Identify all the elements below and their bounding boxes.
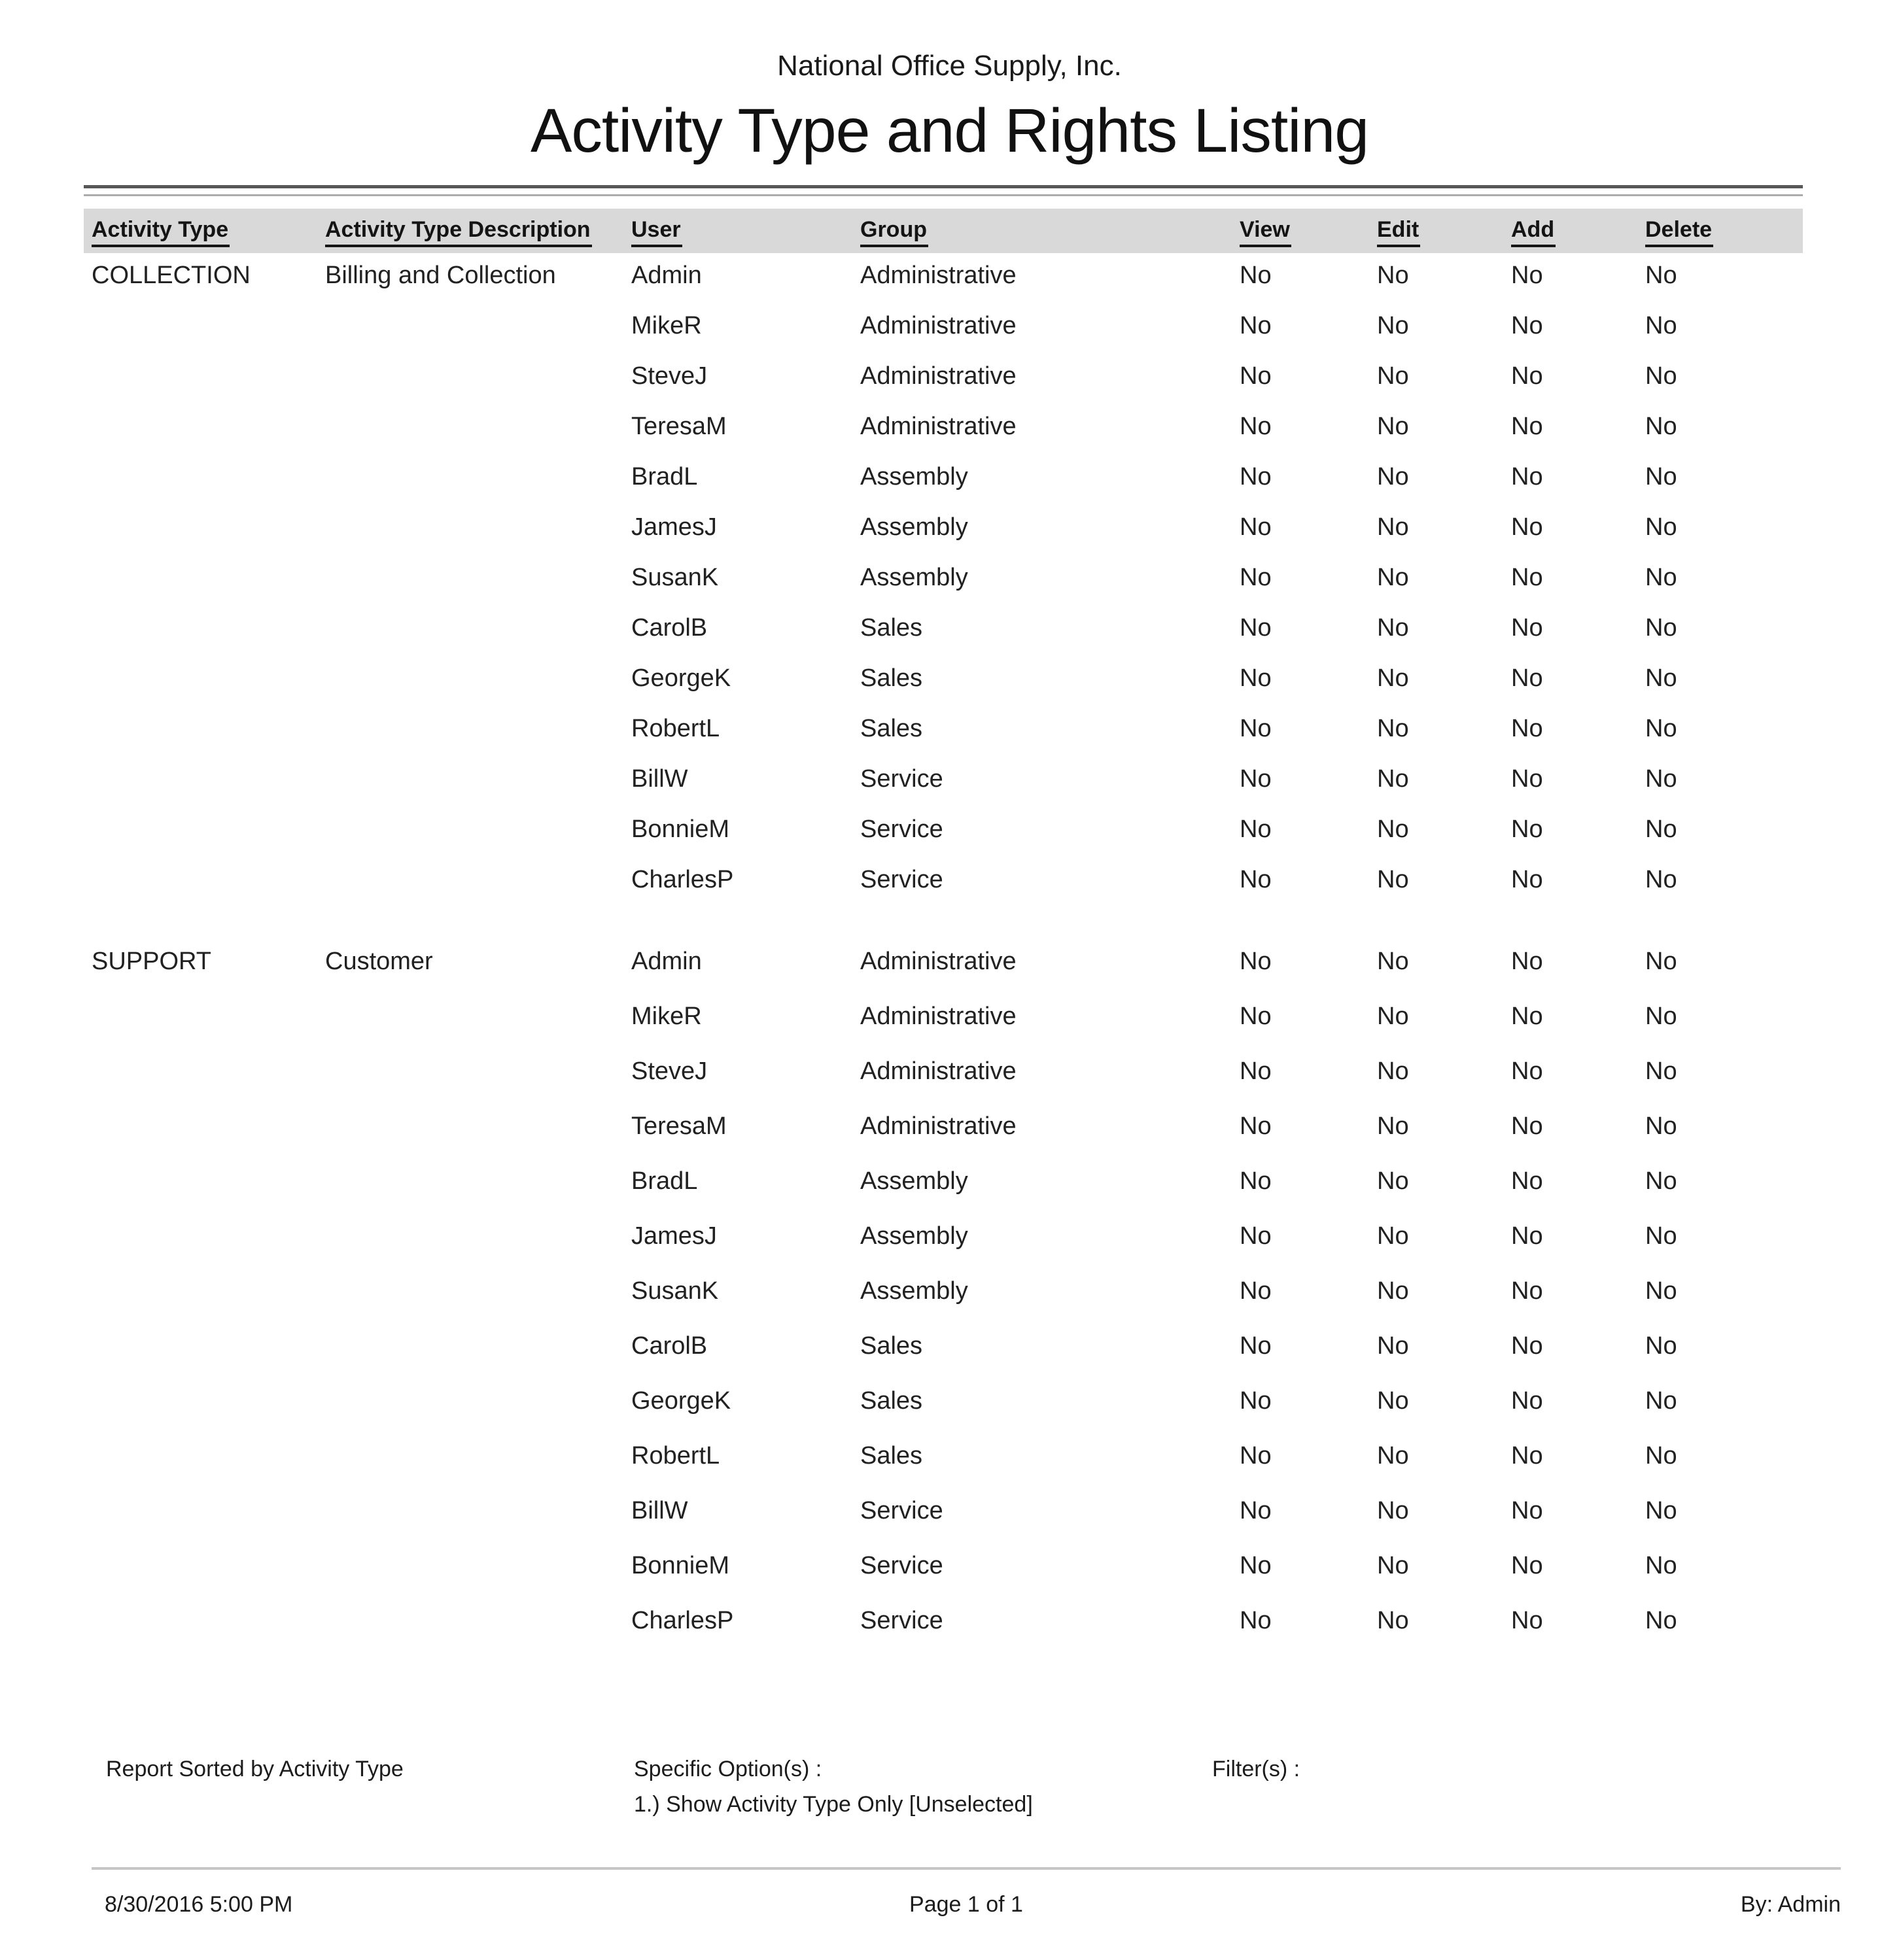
cell-activity-type	[92, 513, 325, 556]
cell-edit: No	[1377, 1552, 1409, 1579]
cell-group: Service	[860, 1552, 943, 1579]
cell-activity-type	[92, 362, 325, 405]
table-row	[92, 1160, 1803, 1214]
cell-add: No	[1511, 413, 1543, 440]
cell-description	[325, 312, 631, 354]
cell-description	[325, 1222, 631, 1269]
cell-delete: No	[1645, 816, 1677, 843]
cell-delete: No	[1645, 262, 1677, 289]
cell-description	[325, 564, 631, 606]
cell-edit: No	[1377, 463, 1409, 490]
cell-user: CarolB	[631, 614, 708, 642]
footer-separator-rule	[92, 1867, 1841, 1870]
cell-delete: No	[1645, 362, 1677, 390]
cell-edit: No	[1377, 1222, 1409, 1250]
cell-group: Administrative	[860, 413, 1017, 440]
table-row	[92, 757, 1803, 808]
cell-description	[325, 413, 631, 455]
cell-group: Administrative	[860, 312, 1017, 339]
cell-delete: No	[1645, 1497, 1677, 1524]
cell-view: No	[1240, 866, 1272, 893]
cell-group: Assembly	[860, 1167, 968, 1195]
cell-user: BillW	[631, 1497, 688, 1524]
cell-activity-type	[92, 1332, 325, 1379]
cell-add: No	[1511, 463, 1543, 490]
cell-group: Sales	[860, 664, 923, 692]
cell-add: No	[1511, 948, 1543, 975]
cell-user: TeresaM	[631, 413, 727, 440]
cell-delete: No	[1645, 1167, 1677, 1195]
cell-edit: No	[1377, 413, 1409, 440]
cell-group: Sales	[860, 1387, 923, 1415]
cell-add: No	[1511, 1167, 1543, 1195]
cell-description	[325, 1332, 631, 1379]
cell-description	[325, 816, 631, 858]
cell-edit: No	[1377, 816, 1409, 843]
cell-user: Admin	[631, 948, 702, 975]
cell-edit: No	[1377, 1003, 1409, 1030]
cell-group: Assembly	[860, 1222, 968, 1250]
cell-edit: No	[1377, 362, 1409, 390]
table-row	[92, 354, 1803, 405]
cell-description	[325, 1387, 631, 1434]
column-header-group: Group	[860, 217, 928, 247]
cell-view: No	[1240, 513, 1272, 541]
cell-add: No	[1511, 362, 1543, 390]
cell-view: No	[1240, 816, 1272, 843]
cell-activity-type	[92, 866, 325, 908]
cell-view: No	[1240, 664, 1272, 692]
cell-view: No	[1240, 1277, 1272, 1305]
cell-view: No	[1240, 1167, 1272, 1195]
table-row	[92, 1269, 1803, 1324]
cell-group: Administrative	[860, 948, 1017, 975]
cell-edit: No	[1377, 1387, 1409, 1415]
cell-activity-type	[92, 312, 325, 354]
cell-user: JamesJ	[631, 1222, 717, 1250]
cell-delete: No	[1645, 1387, 1677, 1415]
cell-view: No	[1240, 1003, 1272, 1030]
cell-user: MikeR	[631, 1003, 702, 1030]
table-row	[92, 455, 1803, 506]
cell-edit: No	[1377, 1112, 1409, 1140]
cell-add: No	[1511, 1387, 1543, 1415]
cell-group: Sales	[860, 1442, 923, 1470]
cell-add: No	[1511, 564, 1543, 591]
cell-add: No	[1511, 1222, 1543, 1250]
cell-view: No	[1240, 362, 1272, 390]
cell-delete: No	[1645, 513, 1677, 541]
cell-edit: No	[1377, 765, 1409, 793]
cell-description	[325, 664, 631, 707]
cell-group: Assembly	[860, 564, 968, 591]
table-body	[84, 254, 1803, 1654]
cell-description	[325, 866, 631, 908]
cell-delete: No	[1645, 1442, 1677, 1470]
cell-add: No	[1511, 1607, 1543, 1634]
cell-add: No	[1511, 1442, 1543, 1470]
filters-label: Filter(s) :	[1212, 1757, 1300, 1781]
cell-activity-type	[92, 1277, 325, 1324]
column-header-view: View	[1240, 217, 1291, 247]
specific-options-label: Specific Option(s) :	[634, 1757, 822, 1781]
cell-user: CarolB	[631, 1332, 708, 1360]
cell-activity-type	[92, 1387, 325, 1434]
cell-group: Assembly	[860, 1277, 968, 1305]
table-row	[92, 1324, 1803, 1379]
cell-edit: No	[1377, 1497, 1409, 1524]
cell-activity-type	[92, 413, 325, 455]
report-sorted-label: Report Sorted by Activity Type	[106, 1757, 404, 1781]
cell-description	[325, 1277, 631, 1324]
cell-description	[325, 1552, 631, 1599]
table-header-row	[84, 209, 1803, 253]
cell-user: MikeR	[631, 312, 702, 339]
table-row	[92, 1105, 1803, 1160]
cell-user: BillW	[631, 765, 688, 793]
table-row	[92, 808, 1803, 858]
column-header-activity-type: Activity Type	[92, 217, 230, 247]
cell-user: GeorgeK	[631, 1387, 731, 1415]
cell-group: Service	[860, 866, 943, 893]
cell-edit: No	[1377, 312, 1409, 339]
cell-user: GeorgeK	[631, 664, 731, 692]
cell-edit: No	[1377, 1057, 1409, 1085]
cell-delete: No	[1645, 564, 1677, 591]
cell-view: No	[1240, 715, 1272, 742]
cell-view: No	[1240, 1552, 1272, 1579]
column-header-add: Add	[1511, 217, 1556, 247]
report-datetime: 8/30/2016 5:00 PM	[105, 1892, 293, 1917]
cell-view: No	[1240, 564, 1272, 591]
cell-add: No	[1511, 614, 1543, 642]
cell-activity-type	[92, 1112, 325, 1160]
cell-view: No	[1240, 1057, 1272, 1085]
cell-add: No	[1511, 1112, 1543, 1140]
cell-edit: No	[1377, 1332, 1409, 1360]
cell-edit: No	[1377, 715, 1409, 742]
cell-group: Service	[860, 1607, 943, 1634]
cell-description	[325, 1057, 631, 1105]
cell-activity-type	[92, 614, 325, 657]
cell-group: Sales	[860, 614, 923, 642]
cell-view: No	[1240, 312, 1272, 339]
page-number: Page 1 of 1	[909, 1892, 1023, 1917]
cell-activity-type	[92, 1222, 325, 1269]
cell-description	[325, 1167, 631, 1214]
table-row	[92, 1379, 1803, 1434]
cell-user: RobertL	[631, 715, 720, 742]
cell-add: No	[1511, 262, 1543, 289]
cell-view: No	[1240, 1607, 1272, 1634]
cell-edit: No	[1377, 614, 1409, 642]
cell-view: No	[1240, 1442, 1272, 1470]
cell-user: CharlesP	[631, 1607, 734, 1634]
cell-delete: No	[1645, 1057, 1677, 1085]
cell-add: No	[1511, 513, 1543, 541]
table-row	[92, 940, 1803, 995]
table-row	[92, 254, 1803, 304]
cell-add: No	[1511, 816, 1543, 843]
cell-description	[325, 1497, 631, 1544]
table-row	[92, 657, 1803, 707]
cell-view: No	[1240, 765, 1272, 793]
cell-activity-type	[92, 1552, 325, 1599]
cell-user: TeresaM	[631, 1112, 727, 1140]
cell-edit: No	[1377, 948, 1409, 975]
activity-group-support	[84, 940, 1803, 1654]
cell-edit: No	[1377, 564, 1409, 591]
table-row	[92, 1544, 1803, 1599]
table-row	[92, 405, 1803, 455]
table-row	[92, 556, 1803, 606]
cell-description	[325, 1442, 631, 1489]
activity-group-collection	[84, 254, 1803, 908]
cell-edit: No	[1377, 1607, 1409, 1634]
cell-user: JamesJ	[631, 513, 717, 541]
cell-add: No	[1511, 715, 1543, 742]
cell-edit: No	[1377, 1442, 1409, 1470]
cell-group: Administrative	[860, 1003, 1017, 1030]
cell-description	[325, 513, 631, 556]
cell-add: No	[1511, 866, 1543, 893]
cell-delete: No	[1645, 1607, 1677, 1634]
cell-edit: No	[1377, 513, 1409, 541]
cell-activity-type	[92, 765, 325, 808]
cell-view: No	[1240, 1332, 1272, 1360]
generated-by: By: Admin	[1740, 1892, 1841, 1917]
cell-group: Assembly	[860, 513, 968, 541]
cell-delete: No	[1645, 664, 1677, 692]
cell-add: No	[1511, 1277, 1543, 1305]
cell-delete: No	[1645, 312, 1677, 339]
title-separator-dark-rule	[84, 185, 1803, 188]
cell-activity-type	[92, 1607, 325, 1654]
column-header-user: User	[631, 217, 682, 247]
specific-option-item: 1.) Show Activity Type Only [Unselected]	[634, 1792, 1033, 1817]
cell-group: Service	[860, 765, 943, 793]
cell-description	[325, 614, 631, 657]
table-row	[92, 506, 1803, 556]
table-row	[92, 1434, 1803, 1489]
cell-user: Admin	[631, 262, 702, 289]
cell-edit: No	[1377, 866, 1409, 893]
cell-delete: No	[1645, 1112, 1677, 1140]
cell-group: Administrative	[860, 262, 1017, 289]
cell-edit: No	[1377, 1167, 1409, 1195]
cell-view: No	[1240, 1387, 1272, 1415]
cell-activity-type: SUPPORT	[92, 948, 212, 975]
table-row	[92, 1214, 1803, 1269]
cell-description	[325, 1112, 631, 1160]
cell-delete: No	[1645, 948, 1677, 975]
cell-view: No	[1240, 463, 1272, 490]
column-header-delete: Delete	[1645, 217, 1713, 247]
cell-view: No	[1240, 1222, 1272, 1250]
cell-group: Sales	[860, 715, 923, 742]
company-name: National Office Supply, Inc.	[777, 50, 1122, 82]
cell-activity-type	[92, 664, 325, 707]
cell-add: No	[1511, 1003, 1543, 1030]
cell-activity-type	[92, 1003, 325, 1050]
cell-activity-type	[92, 816, 325, 858]
cell-delete: No	[1645, 1277, 1677, 1305]
cell-activity-type	[92, 1442, 325, 1489]
page-title: Activity Type and Rights Listing	[530, 96, 1369, 165]
cell-add: No	[1511, 1497, 1543, 1524]
cell-delete: No	[1645, 765, 1677, 793]
cell-delete: No	[1645, 1332, 1677, 1360]
cell-user: SusanK	[631, 564, 719, 591]
table-row	[92, 1489, 1803, 1544]
cell-delete: No	[1645, 614, 1677, 642]
cell-user: RobertL	[631, 1442, 720, 1470]
cell-description	[325, 715, 631, 757]
cell-view: No	[1240, 614, 1272, 642]
cell-activity-type	[92, 715, 325, 757]
cell-edit: No	[1377, 664, 1409, 692]
cell-user: BradL	[631, 463, 698, 490]
cell-delete: No	[1645, 715, 1677, 742]
cell-description: Billing and Collection	[325, 262, 556, 289]
cell-edit: No	[1377, 262, 1409, 289]
cell-add: No	[1511, 1332, 1543, 1360]
cell-group: Service	[860, 1497, 943, 1524]
cell-view: No	[1240, 948, 1272, 975]
table-row	[92, 606, 1803, 657]
table-row	[92, 995, 1803, 1050]
cell-add: No	[1511, 664, 1543, 692]
table-row	[92, 707, 1803, 757]
cell-description: Customer	[325, 948, 433, 975]
cell-description	[325, 1607, 631, 1654]
cell-user: SteveJ	[631, 362, 708, 390]
cell-user: SteveJ	[631, 1057, 708, 1085]
cell-group: Service	[860, 816, 943, 843]
cell-delete: No	[1645, 1552, 1677, 1579]
cell-view: No	[1240, 262, 1272, 289]
cell-delete: No	[1645, 1222, 1677, 1250]
cell-user: SusanK	[631, 1277, 719, 1305]
cell-activity-type	[92, 564, 325, 606]
cell-description	[325, 1003, 631, 1050]
cell-user: BonnieM	[631, 816, 729, 843]
table-row	[92, 304, 1803, 354]
cell-group: Administrative	[860, 1057, 1017, 1085]
column-header-activity-type-description: Activity Type Description	[325, 217, 592, 247]
cell-user: BonnieM	[631, 1552, 729, 1579]
cell-description	[325, 765, 631, 808]
title-separator-light-rule	[84, 194, 1803, 196]
cell-group: Administrative	[860, 1112, 1017, 1140]
cell-activity-type	[92, 1167, 325, 1214]
table-row	[92, 858, 1803, 908]
table-row	[92, 1050, 1803, 1105]
cell-group: Sales	[860, 1332, 923, 1360]
cell-description	[325, 362, 631, 405]
cell-activity-type: COLLECTION	[92, 262, 251, 289]
cell-add: No	[1511, 1057, 1543, 1085]
cell-group: Administrative	[860, 362, 1017, 390]
table-row	[92, 1599, 1803, 1654]
cell-delete: No	[1645, 1003, 1677, 1030]
cell-description	[325, 463, 631, 506]
cell-activity-type	[92, 1497, 325, 1544]
cell-add: No	[1511, 1552, 1543, 1579]
column-header-edit: Edit	[1377, 217, 1420, 247]
cell-activity-type	[92, 1057, 325, 1105]
cell-edit: No	[1377, 1277, 1409, 1305]
cell-user: CharlesP	[631, 866, 734, 893]
cell-add: No	[1511, 765, 1543, 793]
cell-user: BradL	[631, 1167, 698, 1195]
cell-delete: No	[1645, 413, 1677, 440]
cell-view: No	[1240, 1112, 1272, 1140]
cell-view: No	[1240, 413, 1272, 440]
cell-add: No	[1511, 312, 1543, 339]
cell-activity-type	[92, 463, 325, 506]
cell-delete: No	[1645, 463, 1677, 490]
cell-delete: No	[1645, 866, 1677, 893]
cell-group: Assembly	[860, 463, 968, 490]
cell-view: No	[1240, 1497, 1272, 1524]
